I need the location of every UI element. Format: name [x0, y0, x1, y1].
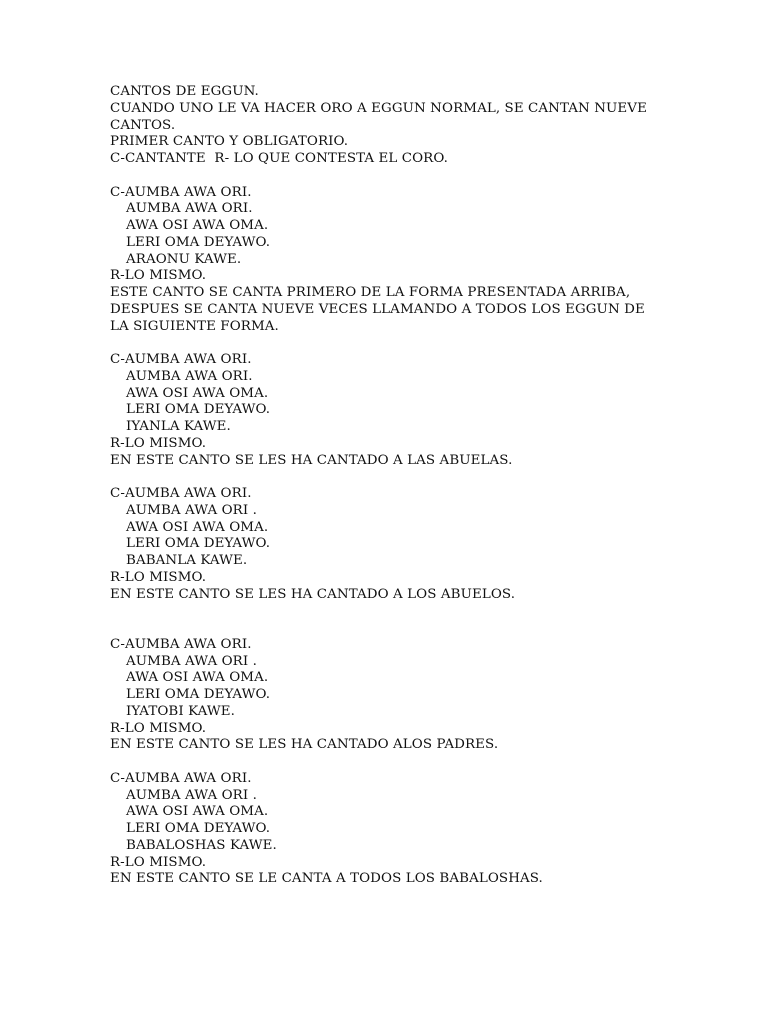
- song-block: [110, 637, 670, 754]
- song-block: [110, 185, 670, 336]
- verse-line: IYATOBI KAWE.: [126, 703, 236, 719]
- coro-line: R-LO MISMO.: [110, 435, 207, 451]
- song-note: EN ESTE CANTO SE LE CANTA A TODOS LOS BABALOSHAS.: [110, 871, 543, 887]
- intro-line: C-CANTANTE R- LO QUE CONTESTA EL CORO.: [110, 151, 449, 166]
- verse-line: AWA OSI AWA OMA.: [126, 670, 269, 686]
- verse-line: IYANLA KAWE.: [126, 419, 231, 434]
- intro-line: PRIMER CANTO Y OBLIGATORIO.: [110, 134, 349, 150]
- verse-line: LERI OMA DEYAWO.: [126, 536, 271, 552]
- verse-line: AUMBA AWA ORI.: [126, 201, 253, 217]
- verse-line: AUMBA AWA ORI .: [126, 502, 257, 518]
- verse-line: AWA OSI AWA OMA.: [126, 218, 269, 233]
- song-block: [110, 771, 670, 888]
- cantante-line: C-AUMBA AWA ORI.: [110, 184, 252, 200]
- verse-line: BABANLA KAWE.: [126, 553, 248, 568]
- song-note: ESTE CANTO SE CANTA PRIMERO DE LA FORMA PRESENTADA ARRIBA,: [110, 285, 631, 300]
- verse-line: AWA OSI AWA OMA.: [126, 385, 269, 401]
- verse-line: AUMBA AWA ORI.: [126, 368, 253, 384]
- verse-line: LERI OMA DEYAWO.: [126, 234, 271, 250]
- spacer: [110, 754, 670, 771]
- song-note: DESPUES SE CANTA NUEVE VECES LLAMANDO A TODOS LOS EGGUN DE: [110, 301, 645, 317]
- cantante-line: C-AUMBA AWA ORI.: [110, 770, 252, 786]
- spacer: [110, 335, 670, 352]
- song-block: [110, 352, 670, 469]
- cantante-line: C-AUMBA AWA ORI.: [110, 636, 252, 652]
- intro-line: CANTOS.: [110, 117, 176, 133]
- song-note: EN ESTE CANTO SE LES HA CANTADO A LAS ABUELAS.: [110, 452, 513, 468]
- verse-line: AUMBA AWA ORI .: [126, 787, 257, 803]
- document-title: CANTOS DE EGGUN.: [110, 84, 259, 99]
- verse-line: AUMBA AWA ORI .: [126, 653, 257, 669]
- verse-line: AWA OSI AWA OMA.: [126, 519, 269, 535]
- verse-line: LERI OMA DEYAWO.: [126, 402, 271, 418]
- coro-line: R-LO MISMO.: [110, 854, 207, 870]
- coro-line: R-LO MISMO.: [110, 569, 207, 585]
- intro-line: CUANDO UNO LE VA HACER ORO A EGGUN NORMAL, SE CANTAN NUEVE: [110, 100, 647, 116]
- verse-line: LERI OMA DEYAWO.: [126, 687, 271, 702]
- spacer: [110, 469, 670, 486]
- spacer: [110, 168, 670, 185]
- coro-line: R-LO MISMO.: [110, 720, 207, 736]
- verse-line: ARAONU KAWE.: [126, 251, 242, 267]
- verse-line: LERI OMA DEYAWO.: [126, 821, 271, 836]
- coro-line: R-LO MISMO.: [110, 268, 207, 284]
- cantante-line: C-AUMBA AWA ORI.: [110, 486, 252, 501]
- song-note: LA SIGUIENTE FORMA.: [110, 318, 279, 334]
- song-block: [110, 486, 670, 603]
- document-page: [110, 84, 670, 888]
- spacer: [110, 603, 670, 637]
- cantante-line: C-AUMBA AWA ORI.: [110, 352, 252, 367]
- song-note: EN ESTE CANTO SE LES HA CANTADO ALOS PADRES.: [110, 737, 499, 753]
- verse-line: AWA OSI AWA OMA.: [126, 804, 269, 820]
- verse-line: BABALOSHAS KAWE.: [126, 837, 277, 853]
- song-note: EN ESTE CANTO SE LES HA CANTADO A LOS ABUELOS.: [110, 586, 516, 602]
